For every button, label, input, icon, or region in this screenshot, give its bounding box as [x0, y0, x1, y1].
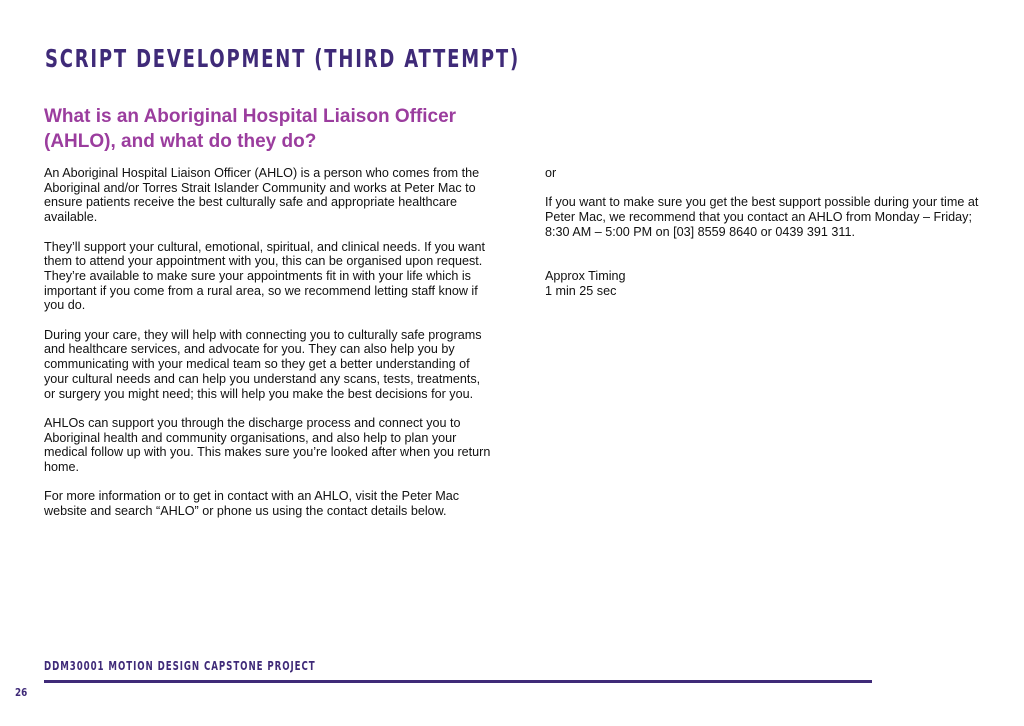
or-text: or — [545, 166, 557, 180]
timing-value: 1 min 25 sec — [545, 283, 617, 298]
page-title: SCRIPT DEVELOPMENT (THIRD ATTEMPT) — [45, 44, 521, 73]
section-heading: What is an Aboriginal Hospital Liaison Officer (AHLO), and what do they do? — [44, 106, 457, 152]
script-text-right-column — [545, 166, 985, 298]
script-paragraph-3: During your care, they will help with connecting you to culturally safe programs and healthcare services, and advocate for you. They can also help you by communicating with your medical team so they get a better understanding of your cultural needs and can help you understand any scans, tests, treatments, or surgery you might need; this will help you make the best decisions for you. — [44, 327, 482, 401]
script-paragraph-1: An Aboriginal Hospital Liaison Officer (AHLO) is a person who comes from the Aboriginal and/or Torres Strait Islander Community and works at Peter Mac to ensure patients receive the best culturally safe and appropriate healthcare available. — [44, 166, 480, 225]
footer-divider — [44, 680, 872, 683]
script-paragraph-4: AHLOs can support you through the discharge process and connect you to Aboriginal health and community organisations, and also help to plan your medical follow up with you. This makes sure you’re looked after when you return home. — [44, 415, 491, 475]
timing-label: Approx Timing — [545, 268, 626, 283]
script-text-left-column — [44, 166, 492, 534]
page-number: 26 — [15, 686, 28, 699]
contact-paragraph: If you want to make sure you get the best support possible during your time at Peter Mac, we recommend that you contact an AHLO from Monday – Friday; 8:30 AM – 5:00 PM on [03] 8559 8640 or 0439 391 311. — [545, 195, 979, 239]
script-paragraph-2: They’ll support your cultural, emotional, spiritual, and clinical needs. If you want them to attend your appointment with you, this can be organised upon request. They’re available to make sure your appointments fit in with your life which is important if you come from a rural area, so we recommend letting staff know if you do. — [44, 239, 486, 313]
footer-project-title: DDM30001 MOTION DESIGN CAPSTONE PROJECT — [44, 659, 316, 673]
script-paragraph-5: For more information or to get in contact with an AHLO, visit the Peter Mac website and search “AHLO” or phone us using the contact details below. — [44, 489, 460, 519]
